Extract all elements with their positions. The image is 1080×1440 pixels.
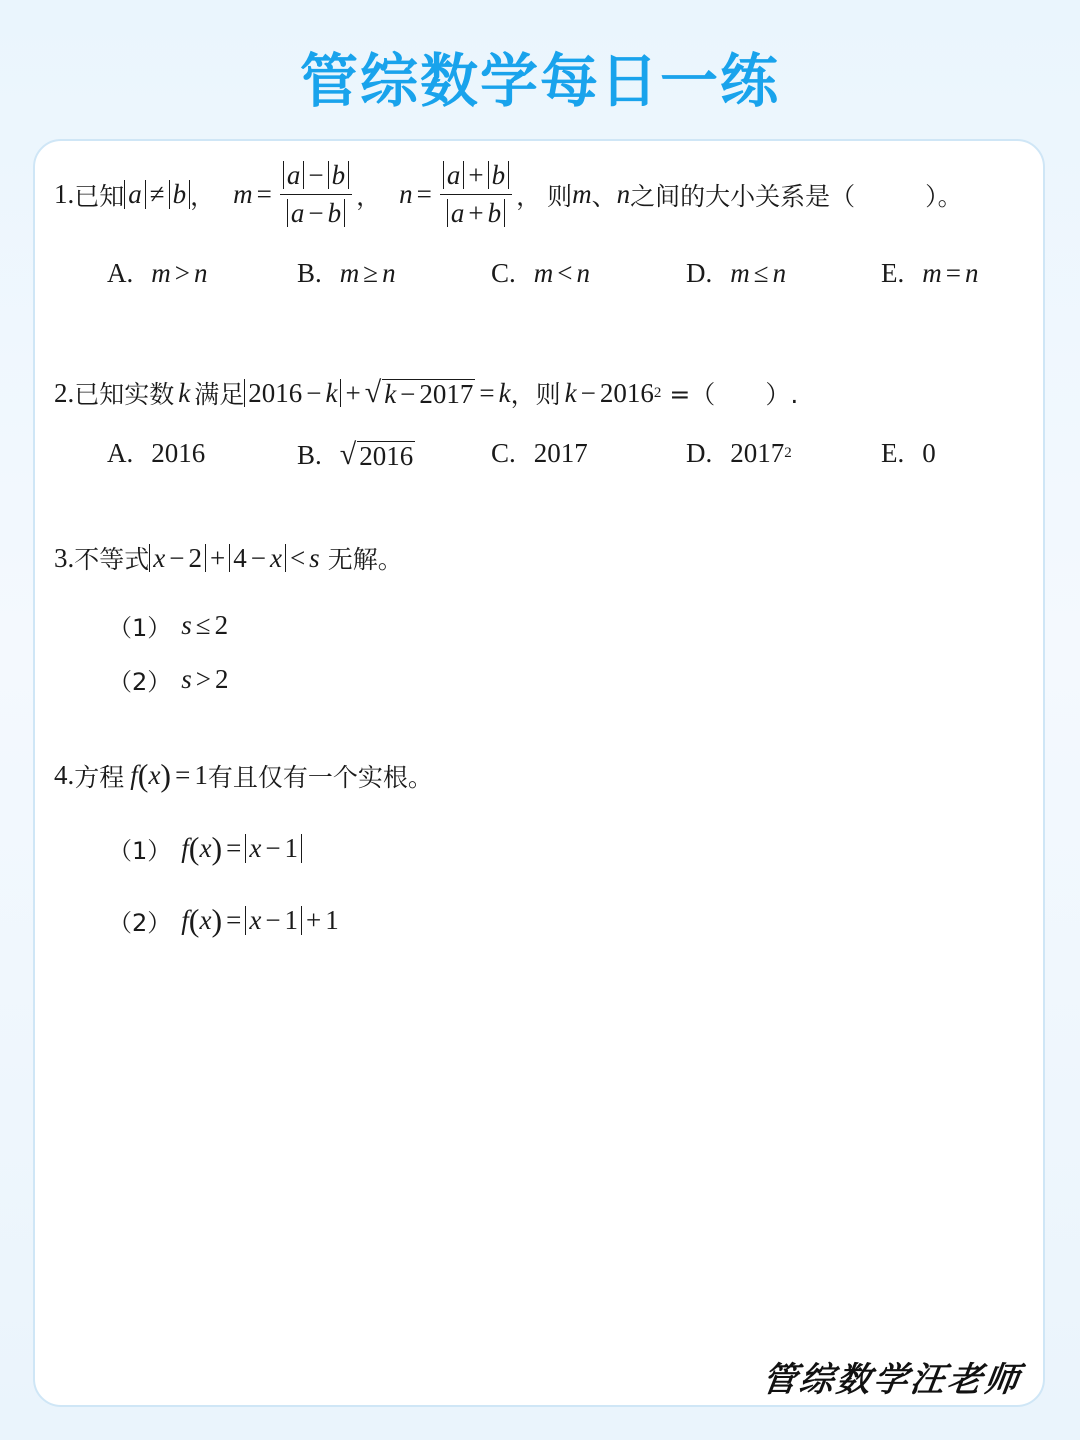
q2-option-a[interactable] bbox=[107, 438, 205, 469]
fraction-n bbox=[440, 160, 512, 229]
number-2017: 2017 bbox=[419, 379, 474, 410]
option-operator: = bbox=[945, 258, 961, 288]
option-label: B. bbox=[297, 258, 322, 288]
var-x: x bbox=[148, 760, 161, 790]
number-2: 2 bbox=[188, 542, 202, 573]
condition-value: 2 bbox=[214, 610, 229, 640]
author-signature: 管综数学汪老师 bbox=[759, 1360, 1025, 1400]
var-k: k bbox=[498, 377, 511, 408]
number-1: 1 bbox=[325, 905, 339, 935]
minus-sign: − bbox=[308, 198, 324, 228]
fraction-numerator bbox=[280, 160, 352, 195]
stem-text: ）. bbox=[765, 380, 799, 409]
option-lhs: m bbox=[533, 258, 554, 288]
question-number: 1. bbox=[54, 179, 75, 209]
var-a: a bbox=[450, 198, 465, 228]
sqrt-k-minus-2017 bbox=[365, 376, 476, 410]
abs-x-minus-1 bbox=[245, 906, 302, 934]
abs-a-plus-b bbox=[447, 199, 505, 227]
var-x: x bbox=[249, 833, 262, 864]
option-rhs: n bbox=[576, 258, 590, 288]
var-n: n bbox=[399, 179, 413, 209]
var-b: b bbox=[487, 198, 502, 228]
q1-option-d[interactable] bbox=[686, 258, 786, 289]
option-value: 0 bbox=[922, 438, 936, 468]
number-4: 4 bbox=[233, 542, 247, 573]
option-lhs: m bbox=[730, 258, 750, 288]
equals-sign: = bbox=[226, 833, 242, 863]
option-label: D. bbox=[686, 258, 713, 288]
question-number: 2. bbox=[54, 377, 75, 408]
option-label: A. bbox=[107, 438, 134, 468]
var-m: m bbox=[572, 179, 592, 209]
right-paren: ) bbox=[211, 830, 223, 866]
option-value: 2016 bbox=[151, 438, 206, 468]
exponent: 2 bbox=[653, 384, 662, 401]
comma: ， bbox=[356, 181, 382, 211]
question-number: 3. bbox=[54, 542, 75, 573]
var-s: s bbox=[309, 542, 320, 573]
q3-condition-2[interactable] bbox=[108, 662, 229, 697]
q1-option-e[interactable] bbox=[881, 258, 978, 289]
condition-value: 2 bbox=[215, 664, 229, 694]
q1-option-c[interactable] bbox=[491, 258, 590, 289]
number-2016: 2016 bbox=[599, 377, 654, 408]
question-1-stem bbox=[54, 160, 963, 229]
var-n: n bbox=[616, 179, 631, 209]
condition-operator: > bbox=[195, 664, 212, 694]
var-b: b bbox=[327, 198, 342, 228]
abs-b: b bbox=[488, 161, 510, 189]
left-paren: ( bbox=[188, 830, 200, 866]
number-1: 1 bbox=[284, 833, 299, 864]
minus-sign: − bbox=[265, 833, 281, 864]
question-2-stem bbox=[54, 375, 798, 411]
option-label: C. bbox=[491, 258, 516, 288]
abs-b: b bbox=[169, 180, 191, 208]
option-lhs: m bbox=[922, 258, 942, 288]
minus-sign: − bbox=[169, 542, 185, 573]
minus-sign: − bbox=[400, 379, 416, 410]
q2-option-e[interactable] bbox=[881, 438, 936, 469]
condition-label: （2） bbox=[108, 909, 172, 937]
radical-sign: √ bbox=[364, 376, 382, 409]
var-s: s bbox=[181, 610, 192, 640]
option-lhs: m bbox=[151, 258, 171, 288]
abs-4-minus-x bbox=[229, 544, 286, 572]
abs-a: a bbox=[443, 161, 465, 189]
stem-text: 无解。 bbox=[327, 545, 403, 574]
option-label: B. bbox=[297, 439, 322, 470]
abs-2016-minus-k bbox=[244, 379, 341, 407]
var-a: a bbox=[290, 198, 305, 228]
q3-condition-1[interactable] bbox=[108, 608, 228, 643]
option-operator: ≥ bbox=[363, 258, 379, 288]
question-3-stem bbox=[54, 540, 403, 576]
sqrt-2016 bbox=[340, 438, 415, 472]
option-value: 2017 bbox=[730, 438, 785, 468]
minus-sign: − bbox=[308, 160, 324, 190]
condition-label: （1） bbox=[108, 614, 172, 642]
minus-sign: − bbox=[306, 377, 322, 408]
right-paren: ) bbox=[160, 757, 172, 793]
fraction-m bbox=[280, 160, 352, 229]
plus-sign: + bbox=[209, 542, 226, 573]
var-m: m bbox=[233, 179, 253, 209]
abs-x-minus-2 bbox=[149, 544, 206, 572]
radicand bbox=[382, 379, 475, 410]
q2-option-d[interactable] bbox=[686, 438, 792, 469]
stem-text: 则 bbox=[547, 181, 573, 211]
option-operator: < bbox=[557, 258, 573, 288]
separator: 、 bbox=[591, 181, 617, 211]
exponent: 2 bbox=[784, 445, 792, 461]
var-x: x bbox=[269, 542, 282, 573]
option-label: A. bbox=[107, 258, 134, 288]
abs-a: a bbox=[124, 180, 146, 208]
less-than-sign: < bbox=[289, 542, 306, 573]
stem-text: ，则 bbox=[510, 380, 561, 409]
var-f: f bbox=[181, 833, 189, 863]
option-rhs: n bbox=[964, 258, 979, 288]
equals-sign: = bbox=[479, 377, 495, 408]
plus-sign: + bbox=[468, 198, 484, 228]
equals-sign: = bbox=[256, 179, 272, 209]
q1-option-a[interactable] bbox=[107, 258, 207, 289]
plus-sign: + bbox=[306, 905, 322, 935]
option-lhs: m bbox=[339, 258, 360, 288]
option-rhs: n bbox=[772, 258, 787, 288]
equals-sign: = bbox=[226, 905, 242, 935]
number-1: 1 bbox=[194, 760, 208, 790]
condition-operator: ≤ bbox=[195, 610, 211, 640]
var-f: f bbox=[181, 905, 189, 935]
stem-text: 之间的大小关系是（ bbox=[630, 181, 856, 211]
var-x: x bbox=[153, 542, 166, 573]
fraction-numerator bbox=[440, 160, 512, 195]
abs-b: b bbox=[328, 161, 350, 189]
option-operator: > bbox=[174, 258, 190, 288]
equals-sign: = bbox=[175, 760, 191, 790]
stem-text: 已知 bbox=[74, 181, 125, 211]
number-1: 1 bbox=[284, 905, 299, 936]
equals-sign: = bbox=[416, 179, 432, 209]
plus-sign: + bbox=[345, 377, 361, 408]
q2-option-b[interactable] bbox=[297, 438, 415, 472]
stem-text: 已知实数 bbox=[74, 380, 175, 409]
var-k: k bbox=[564, 377, 577, 408]
q1-option-b[interactable] bbox=[297, 258, 396, 289]
number-2016: 2016 bbox=[248, 377, 303, 408]
q2-option-c[interactable] bbox=[491, 438, 588, 469]
var-f: f bbox=[130, 760, 138, 790]
option-label: C. bbox=[491, 438, 516, 468]
comma: ， bbox=[516, 181, 542, 211]
question-number: 4. bbox=[54, 760, 75, 790]
var-x: x bbox=[199, 833, 212, 863]
comma: ， bbox=[190, 181, 216, 211]
abs-x-minus-1 bbox=[245, 834, 302, 862]
left-paren: ( bbox=[188, 902, 200, 938]
fraction-denominator bbox=[284, 195, 348, 229]
var-x: x bbox=[199, 905, 212, 935]
page-title: 管综数学每日一练 bbox=[299, 47, 780, 115]
option-value: 2017 bbox=[533, 438, 588, 468]
var-x: x bbox=[249, 905, 262, 936]
q4-condition-2[interactable] bbox=[108, 902, 339, 939]
minus-sign: − bbox=[250, 542, 266, 573]
option-label: E. bbox=[881, 258, 905, 288]
condition-label: （1） bbox=[108, 837, 172, 865]
var-k: k bbox=[325, 377, 338, 408]
left-paren: ( bbox=[137, 757, 149, 793]
option-label: D. bbox=[686, 438, 713, 468]
stem-text: ）。 bbox=[925, 181, 963, 211]
minus-sign: − bbox=[265, 905, 281, 936]
var-k: k bbox=[384, 379, 397, 410]
minus-sign: − bbox=[580, 377, 596, 408]
abs-a: a bbox=[283, 161, 305, 189]
stem-text: 方程 bbox=[74, 762, 125, 792]
right-paren: ) bbox=[211, 902, 223, 938]
stem-text: 有且仅有一个实根。 bbox=[207, 762, 433, 792]
condition-label: （2） bbox=[108, 668, 172, 696]
plus-sign: + bbox=[468, 160, 484, 190]
option-rhs: n bbox=[193, 258, 208, 288]
stem-text: 满足 bbox=[194, 380, 245, 409]
var-s: s bbox=[181, 664, 192, 694]
question-4-stem bbox=[54, 757, 433, 794]
stem-text: =（ bbox=[669, 380, 716, 409]
abs-a-minus-b bbox=[287, 199, 345, 227]
option-label: E. bbox=[881, 438, 905, 468]
q4-condition-1[interactable] bbox=[108, 830, 302, 867]
option-value: 2016 bbox=[359, 441, 414, 472]
stem-text: 不等式 bbox=[74, 545, 150, 574]
fraction-denominator bbox=[444, 195, 508, 229]
option-rhs: n bbox=[382, 258, 396, 288]
option-operator: ≤ bbox=[753, 258, 769, 288]
var-k: k bbox=[178, 377, 191, 408]
not-equal-sign: ≠ bbox=[149, 179, 165, 209]
radical-sign: √ bbox=[339, 438, 357, 471]
